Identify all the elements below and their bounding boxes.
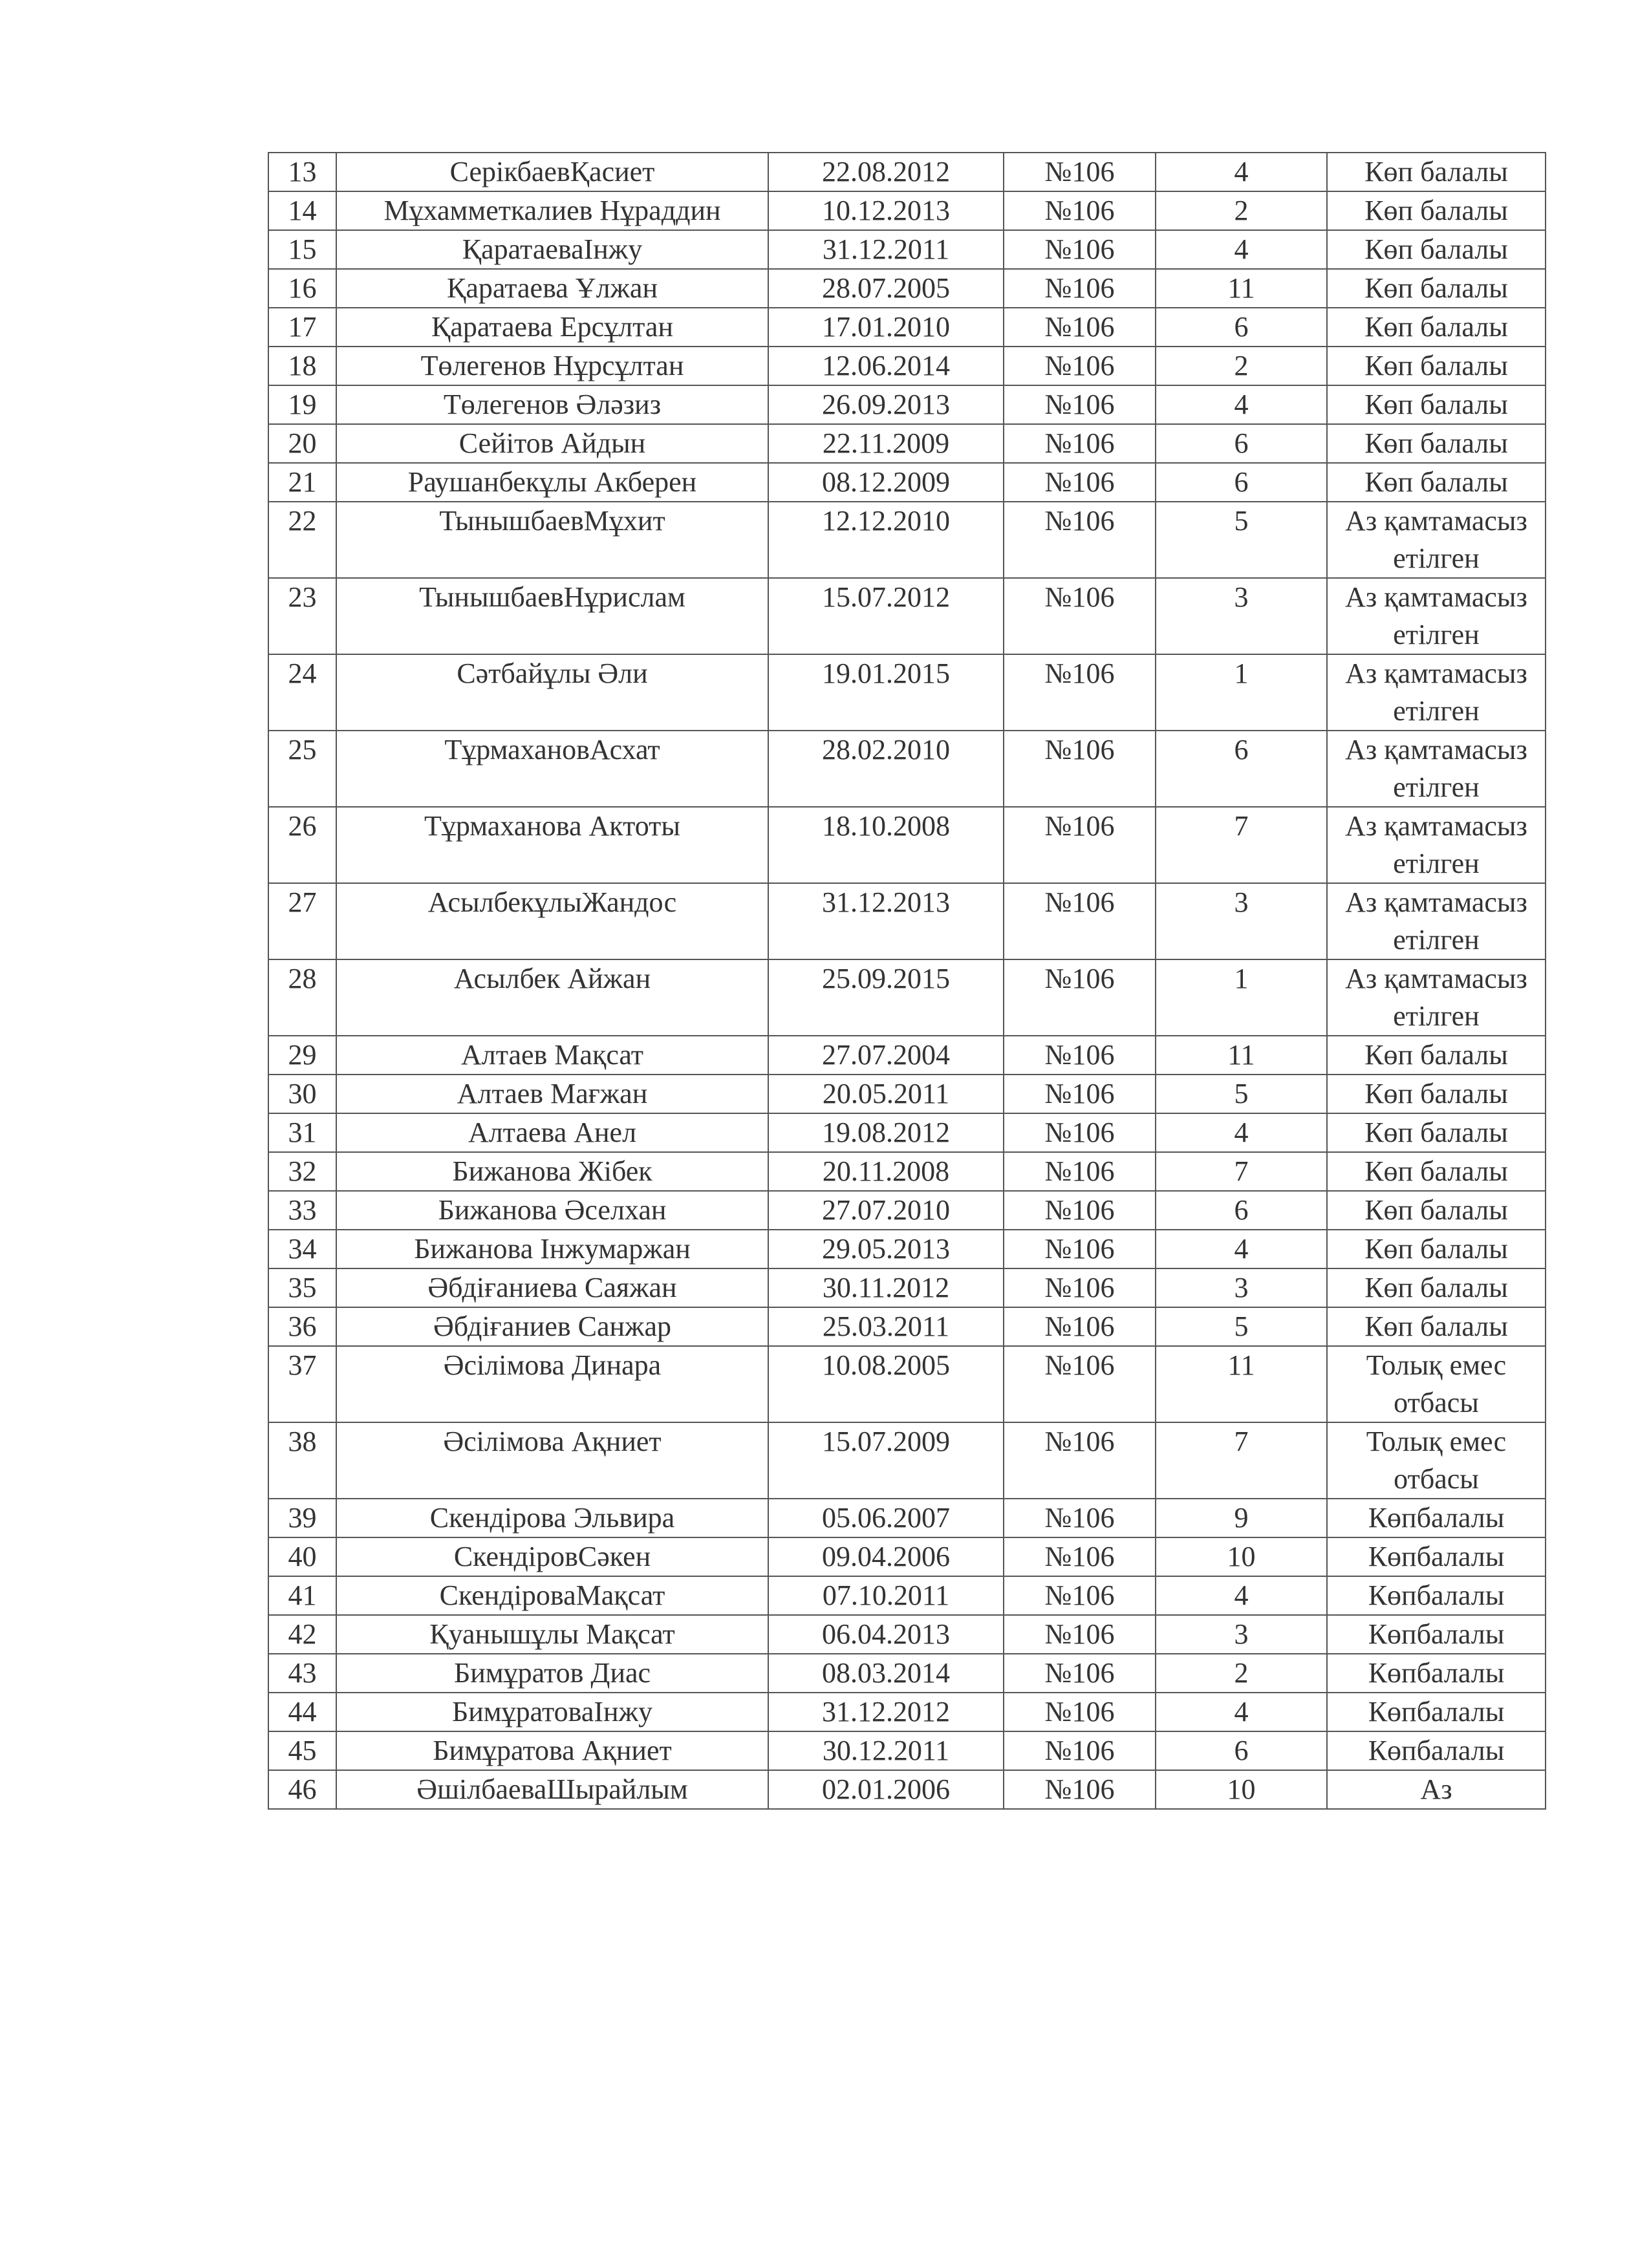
- grade-cell: 3: [1156, 883, 1327, 959]
- grade-cell: 11: [1156, 1346, 1327, 1422]
- grade-cell: 2: [1156, 1654, 1327, 1693]
- table-row: [268, 1422, 1546, 1499]
- student-name-cell: Тұрмаханова Актоты: [336, 807, 768, 883]
- family-category-cell: Көп балалы: [1327, 1036, 1546, 1075]
- student-name-cell: Сәтбайұлы Әли: [336, 654, 768, 731]
- table-row: [268, 1152, 1546, 1191]
- school-number-cell: №106: [1004, 1693, 1156, 1731]
- school-number-cell: №106: [1004, 1615, 1156, 1654]
- table-row: [268, 883, 1546, 959]
- school-number-cell: №106: [1004, 1152, 1156, 1191]
- student-name-cell: Қуанышұлы Мақсат: [336, 1615, 768, 1654]
- row-number-cell: 33: [268, 1191, 336, 1230]
- family-category-cell: Көпбалалы: [1327, 1654, 1546, 1693]
- family-category-cell: Көп балалы: [1327, 385, 1546, 424]
- student-name-cell: ҚаратаеваІнжу: [336, 230, 768, 269]
- family-category-cell: Көп балалы: [1327, 308, 1546, 347]
- table-row: [268, 1230, 1546, 1268]
- table-row: [268, 1499, 1546, 1537]
- student-name-cell: СкендіровСәкен: [336, 1537, 768, 1576]
- row-number-cell: 37: [268, 1346, 336, 1422]
- grade-cell: 4: [1156, 1230, 1327, 1268]
- row-number-cell: 43: [268, 1654, 336, 1693]
- student-name-cell: Алтаев Мақсат: [336, 1036, 768, 1075]
- table-row: [268, 1191, 1546, 1230]
- student-name-cell: Мұхамметкалиев Нұраддин: [336, 191, 768, 230]
- row-number-cell: 14: [268, 191, 336, 230]
- table-row: [268, 1307, 1546, 1346]
- grade-cell: 6: [1156, 308, 1327, 347]
- table-row: [268, 578, 1546, 654]
- birth-date-cell: 22.08.2012: [768, 153, 1004, 191]
- student-name-cell: ӘшілбаеваШырайлым: [336, 1770, 768, 1809]
- student-name-cell: Әбдіғаниев Санжар: [336, 1307, 768, 1346]
- table-row: [268, 269, 1546, 308]
- school-number-cell: №106: [1004, 1731, 1156, 1770]
- school-number-cell: №106: [1004, 502, 1156, 578]
- row-number-cell: 26: [268, 807, 336, 883]
- student-name-cell: Төлегенов Нұрсұлтан: [336, 347, 768, 385]
- school-number-cell: №106: [1004, 463, 1156, 502]
- row-number-cell: 22: [268, 502, 336, 578]
- student-name-cell: Алтаева Анел: [336, 1113, 768, 1152]
- student-name-cell: ТынышбаевМұхит: [336, 502, 768, 578]
- school-number-cell: №106: [1004, 1346, 1156, 1422]
- grade-cell: 5: [1156, 1307, 1327, 1346]
- table-row: [268, 1075, 1546, 1113]
- student-name-cell: АсылбекұлыЖандос: [336, 883, 768, 959]
- table-row: [268, 385, 1546, 424]
- grade-cell: 2: [1156, 191, 1327, 230]
- row-number-cell: 36: [268, 1307, 336, 1346]
- row-number-cell: 45: [268, 1731, 336, 1770]
- school-number-cell: №106: [1004, 654, 1156, 731]
- table-row: [268, 1113, 1546, 1152]
- birth-date-cell: 28.07.2005: [768, 269, 1004, 308]
- school-number-cell: №106: [1004, 1537, 1156, 1576]
- grade-cell: 4: [1156, 1576, 1327, 1615]
- row-number-cell: 23: [268, 578, 336, 654]
- student-name-cell: Қаратаева Ұлжан: [336, 269, 768, 308]
- school-number-cell: №106: [1004, 1770, 1156, 1809]
- grade-cell: 4: [1156, 230, 1327, 269]
- grade-cell: 2: [1156, 347, 1327, 385]
- family-category-cell: Көпбалалы: [1327, 1731, 1546, 1770]
- table-row: [268, 654, 1546, 731]
- family-category-cell: Көп балалы: [1327, 463, 1546, 502]
- row-number-cell: 30: [268, 1075, 336, 1113]
- row-number-cell: 15: [268, 230, 336, 269]
- grade-cell: 10: [1156, 1537, 1327, 1576]
- table-row: [268, 1537, 1546, 1576]
- table-row: [268, 424, 1546, 463]
- student-name-cell: Бижанова Жібек: [336, 1152, 768, 1191]
- row-number-cell: 46: [268, 1770, 336, 1809]
- student-name-cell: БимұратоваІнжу: [336, 1693, 768, 1731]
- table-row: [268, 308, 1546, 347]
- student-name-cell: Бимұратов Диас: [336, 1654, 768, 1693]
- birth-date-cell: 29.05.2013: [768, 1230, 1004, 1268]
- roster-body: [268, 153, 1546, 1809]
- school-number-cell: №106: [1004, 1075, 1156, 1113]
- family-category-cell: Көпбалалы: [1327, 1693, 1546, 1731]
- student-name-cell: Алтаев Мағжан: [336, 1075, 768, 1113]
- school-number-cell: №106: [1004, 230, 1156, 269]
- student-name-cell: Бижанова Інжумаржан: [336, 1230, 768, 1268]
- row-number-cell: 16: [268, 269, 336, 308]
- grade-cell: 7: [1156, 807, 1327, 883]
- grade-cell: 1: [1156, 654, 1327, 731]
- grade-cell: 3: [1156, 1268, 1327, 1307]
- school-number-cell: №106: [1004, 959, 1156, 1036]
- grade-cell: 4: [1156, 153, 1327, 191]
- student-name-cell: Әсілімова Ақниет: [336, 1422, 768, 1499]
- school-number-cell: №106: [1004, 1230, 1156, 1268]
- table-row: [268, 502, 1546, 578]
- birth-date-cell: 31.12.2012: [768, 1693, 1004, 1731]
- family-category-cell: Толық емес отбасы: [1327, 1346, 1546, 1422]
- birth-date-cell: 19.08.2012: [768, 1113, 1004, 1152]
- birth-date-cell: 06.04.2013: [768, 1615, 1004, 1654]
- school-number-cell: №106: [1004, 1268, 1156, 1307]
- birth-date-cell: 17.01.2010: [768, 308, 1004, 347]
- grade-cell: 5: [1156, 1075, 1327, 1113]
- school-number-cell: №106: [1004, 269, 1156, 308]
- row-number-cell: 17: [268, 308, 336, 347]
- birth-date-cell: 08.12.2009: [768, 463, 1004, 502]
- table-row: [268, 463, 1546, 502]
- family-category-cell: Аз қамтамасыз етілген: [1327, 578, 1546, 654]
- birth-date-cell: 30.12.2011: [768, 1731, 1004, 1770]
- birth-date-cell: 22.11.2009: [768, 424, 1004, 463]
- student-name-cell: Раушанбекұлы Акберен: [336, 463, 768, 502]
- family-category-cell: Аз: [1327, 1770, 1546, 1809]
- student-name-cell: ТынышбаевНұрислам: [336, 578, 768, 654]
- table-row: [268, 1731, 1546, 1770]
- birth-date-cell: 28.02.2010: [768, 731, 1004, 807]
- birth-date-cell: 15.07.2012: [768, 578, 1004, 654]
- grade-cell: 11: [1156, 1036, 1327, 1075]
- family-category-cell: Көпбалалы: [1327, 1499, 1546, 1537]
- table-row: [268, 1654, 1546, 1693]
- school-number-cell: №106: [1004, 1576, 1156, 1615]
- grade-cell: 6: [1156, 463, 1327, 502]
- grade-cell: 1: [1156, 959, 1327, 1036]
- family-category-cell: Аз қамтамасыз етілген: [1327, 731, 1546, 807]
- table-row: [268, 153, 1546, 191]
- family-category-cell: Көпбалалы: [1327, 1576, 1546, 1615]
- row-number-cell: 34: [268, 1230, 336, 1268]
- family-category-cell: Көп балалы: [1327, 1152, 1546, 1191]
- family-category-cell: Көпбалалы: [1327, 1537, 1546, 1576]
- school-number-cell: №106: [1004, 1191, 1156, 1230]
- school-number-cell: №106: [1004, 1113, 1156, 1152]
- grade-cell: 4: [1156, 385, 1327, 424]
- table-row: [268, 1576, 1546, 1615]
- family-category-cell: Көпбалалы: [1327, 1615, 1546, 1654]
- student-name-cell: СерікбаевҚасиет: [336, 153, 768, 191]
- student-name-cell: ТұрмахановАсхат: [336, 731, 768, 807]
- student-name-cell: Төлегенов Әләзиз: [336, 385, 768, 424]
- family-category-cell: Аз қамтамасыз етілген: [1327, 502, 1546, 578]
- birth-date-cell: 31.12.2011: [768, 230, 1004, 269]
- grade-cell: 3: [1156, 578, 1327, 654]
- family-category-cell: Көп балалы: [1327, 1307, 1546, 1346]
- row-number-cell: 39: [268, 1499, 336, 1537]
- row-number-cell: 18: [268, 347, 336, 385]
- table-row: [268, 1036, 1546, 1075]
- table-row: [268, 230, 1546, 269]
- birth-date-cell: 18.10.2008: [768, 807, 1004, 883]
- school-number-cell: №106: [1004, 731, 1156, 807]
- school-number-cell: №106: [1004, 1036, 1156, 1075]
- family-category-cell: Көп балалы: [1327, 1113, 1546, 1152]
- row-number-cell: 41: [268, 1576, 336, 1615]
- birth-date-cell: 25.03.2011: [768, 1307, 1004, 1346]
- school-number-cell: №106: [1004, 153, 1156, 191]
- table-row: [268, 1770, 1546, 1809]
- table-row: [268, 1268, 1546, 1307]
- table-row: [268, 191, 1546, 230]
- school-number-cell: №106: [1004, 385, 1156, 424]
- row-number-cell: 27: [268, 883, 336, 959]
- table-row: [268, 1693, 1546, 1731]
- birth-date-cell: 20.11.2008: [768, 1152, 1004, 1191]
- grade-cell: 7: [1156, 1152, 1327, 1191]
- row-number-cell: 40: [268, 1537, 336, 1576]
- family-category-cell: Аз қамтамасыз етілген: [1327, 654, 1546, 731]
- school-number-cell: №106: [1004, 308, 1156, 347]
- school-number-cell: №106: [1004, 883, 1156, 959]
- grade-cell: 6: [1156, 1731, 1327, 1770]
- grade-cell: 7: [1156, 1422, 1327, 1499]
- grade-cell: 4: [1156, 1693, 1327, 1731]
- birth-date-cell: 10.08.2005: [768, 1346, 1004, 1422]
- row-number-cell: 38: [268, 1422, 336, 1499]
- birth-date-cell: 05.06.2007: [768, 1499, 1004, 1537]
- row-number-cell: 13: [268, 153, 336, 191]
- row-number-cell: 44: [268, 1693, 336, 1731]
- family-category-cell: Көп балалы: [1327, 230, 1546, 269]
- grade-cell: 6: [1156, 1191, 1327, 1230]
- row-number-cell: 20: [268, 424, 336, 463]
- birth-date-cell: 30.11.2012: [768, 1268, 1004, 1307]
- grade-cell: 11: [1156, 269, 1327, 308]
- birth-date-cell: 09.04.2006: [768, 1537, 1004, 1576]
- student-name-cell: Әсілімова Динара: [336, 1346, 768, 1422]
- family-category-cell: Көп балалы: [1327, 1191, 1546, 1230]
- row-number-cell: 42: [268, 1615, 336, 1654]
- family-category-cell: Көп балалы: [1327, 347, 1546, 385]
- birth-date-cell: 27.07.2004: [768, 1036, 1004, 1075]
- student-name-cell: Қаратаева Ерсұлтан: [336, 308, 768, 347]
- school-number-cell: №106: [1004, 424, 1156, 463]
- grade-cell: 9: [1156, 1499, 1327, 1537]
- birth-date-cell: 12.12.2010: [768, 502, 1004, 578]
- grade-cell: 6: [1156, 424, 1327, 463]
- family-category-cell: Көп балалы: [1327, 424, 1546, 463]
- row-number-cell: 24: [268, 654, 336, 731]
- family-category-cell: Көп балалы: [1327, 191, 1546, 230]
- school-number-cell: №106: [1004, 1499, 1156, 1537]
- row-number-cell: 32: [268, 1152, 336, 1191]
- student-name-cell: Асылбек Айжан: [336, 959, 768, 1036]
- birth-date-cell: 26.09.2013: [768, 385, 1004, 424]
- family-category-cell: Көп балалы: [1327, 1075, 1546, 1113]
- student-roster-table: [268, 152, 1546, 1810]
- row-number-cell: 19: [268, 385, 336, 424]
- birth-date-cell: 02.01.2006: [768, 1770, 1004, 1809]
- school-number-cell: №106: [1004, 191, 1156, 230]
- student-name-cell: СкендіроваМақсат: [336, 1576, 768, 1615]
- grade-cell: 10: [1156, 1770, 1327, 1809]
- row-number-cell: 29: [268, 1036, 336, 1075]
- student-name-cell: Скендірова Эльвира: [336, 1499, 768, 1537]
- row-number-cell: 35: [268, 1268, 336, 1307]
- student-name-cell: Сейітов Айдын: [336, 424, 768, 463]
- school-number-cell: №106: [1004, 1654, 1156, 1693]
- birth-date-cell: 12.06.2014: [768, 347, 1004, 385]
- family-category-cell: Аз қамтамасыз етілген: [1327, 959, 1546, 1036]
- grade-cell: 5: [1156, 502, 1327, 578]
- birth-date-cell: 27.07.2010: [768, 1191, 1004, 1230]
- row-number-cell: 31: [268, 1113, 336, 1152]
- birth-date-cell: 20.05.2011: [768, 1075, 1004, 1113]
- table-row: [268, 731, 1546, 807]
- student-name-cell: Бижанова Әселхан: [336, 1191, 768, 1230]
- family-category-cell: Көп балалы: [1327, 1230, 1546, 1268]
- birth-date-cell: 07.10.2011: [768, 1576, 1004, 1615]
- school-number-cell: №106: [1004, 347, 1156, 385]
- grade-cell: 3: [1156, 1615, 1327, 1654]
- birth-date-cell: 25.09.2015: [768, 959, 1004, 1036]
- family-category-cell: Көп балалы: [1327, 1268, 1546, 1307]
- grade-cell: 6: [1156, 731, 1327, 807]
- family-category-cell: Толық емес отбасы: [1327, 1422, 1546, 1499]
- birth-date-cell: 19.01.2015: [768, 654, 1004, 731]
- table-row: [268, 347, 1546, 385]
- table-row: [268, 1615, 1546, 1654]
- birth-date-cell: 08.03.2014: [768, 1654, 1004, 1693]
- family-category-cell: Аз қамтамасыз етілген: [1327, 807, 1546, 883]
- birth-date-cell: 10.12.2013: [768, 191, 1004, 230]
- family-category-cell: Аз қамтамасыз етілген: [1327, 883, 1546, 959]
- school-number-cell: №106: [1004, 1307, 1156, 1346]
- row-number-cell: 25: [268, 731, 336, 807]
- student-name-cell: Әбдіғаниева Саяжан: [336, 1268, 768, 1307]
- row-number-cell: 21: [268, 463, 336, 502]
- birth-date-cell: 15.07.2009: [768, 1422, 1004, 1499]
- birth-date-cell: 31.12.2013: [768, 883, 1004, 959]
- family-category-cell: Көп балалы: [1327, 153, 1546, 191]
- table-row: [268, 1346, 1546, 1422]
- family-category-cell: Көп балалы: [1327, 269, 1546, 308]
- student-name-cell: Бимұратова Ақниет: [336, 1731, 768, 1770]
- grade-cell: 4: [1156, 1113, 1327, 1152]
- table-row: [268, 959, 1546, 1036]
- school-number-cell: №106: [1004, 1422, 1156, 1499]
- row-number-cell: 28: [268, 959, 336, 1036]
- school-number-cell: №106: [1004, 807, 1156, 883]
- school-number-cell: №106: [1004, 578, 1156, 654]
- table-row: [268, 807, 1546, 883]
